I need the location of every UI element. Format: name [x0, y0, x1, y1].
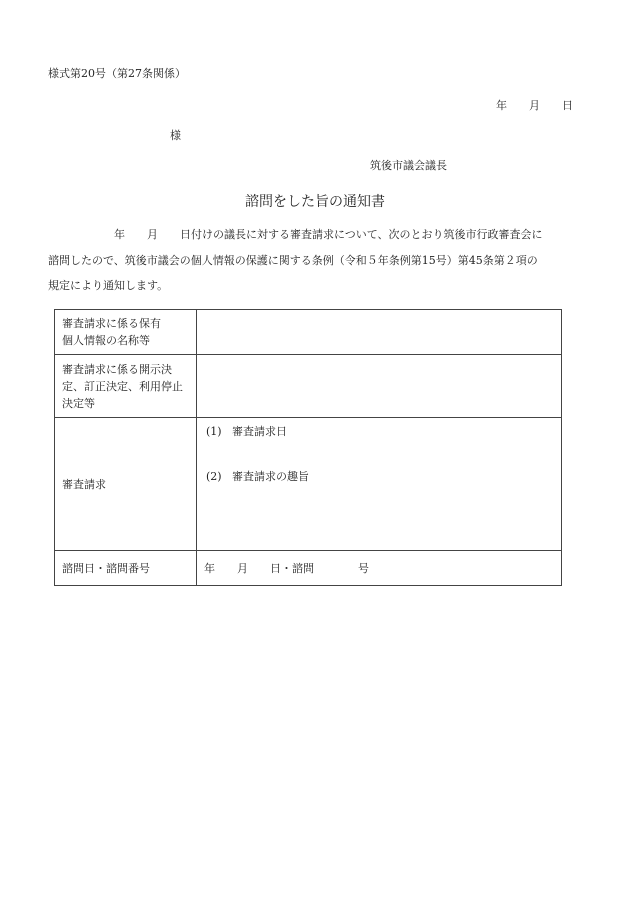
label-line: 審査請求に係る開示決 — [62, 362, 172, 376]
label-line: 決定等 — [62, 396, 95, 410]
request-value — [197, 418, 562, 551]
decision-label — [55, 355, 197, 418]
table-row — [55, 310, 562, 355]
body-text-line: 諮問したので、筑後市議会の個人情報の保護に関する条例（令和５年条例第15号）第45条第２項の — [48, 254, 538, 267]
form-number: 様式第20号（第27条関係） — [48, 67, 186, 80]
consult-label: 諮問日・諮問番号 — [55, 551, 197, 586]
request-label: 審査請求 — [55, 418, 197, 551]
date-line — [496, 97, 573, 113]
table-row — [55, 418, 562, 551]
label-line: 審査請求に係る保有 — [62, 317, 161, 330]
request-date-item — [206, 423, 287, 439]
consult-year-label: 年 — [204, 562, 215, 575]
body-text-line: 規定により通知します。 — [48, 279, 169, 292]
body-text-line: 年 月 日付けの議長に対する審査請求について、次のとおり筑後市行政審査会に — [48, 228, 543, 241]
recipient-suffix: 様 — [170, 129, 181, 142]
table-row — [55, 355, 562, 418]
info-table — [54, 309, 562, 586]
item-number: (2) — [206, 470, 222, 483]
request-purpose-item — [206, 468, 309, 484]
sender-name: 筑後市議会議長 — [370, 159, 447, 172]
consult-number-label: 号 — [358, 562, 369, 575]
date-day-label: 日 — [562, 99, 573, 112]
decision-value — [197, 355, 562, 418]
item-text: 審査請求日 — [232, 425, 287, 438]
date-year-label: 年 — [496, 99, 507, 112]
retained-info-label — [55, 310, 197, 355]
label-line: 個人情報の名称等 — [62, 334, 150, 347]
date-month-label: 月 — [529, 99, 540, 112]
consult-day-label: 日・諮問 — [270, 562, 314, 575]
consult-value — [197, 551, 562, 586]
retained-info-value — [197, 310, 562, 355]
item-text: 審査請求の趣旨 — [232, 470, 309, 483]
label-line: 定、訂正決定、利用停止 — [62, 379, 183, 393]
table-row — [55, 551, 562, 586]
consult-month-label: 月 — [237, 562, 248, 575]
item-number: (1) — [206, 425, 222, 438]
document-title: 諮問をした旨の通知書 — [245, 194, 385, 210]
